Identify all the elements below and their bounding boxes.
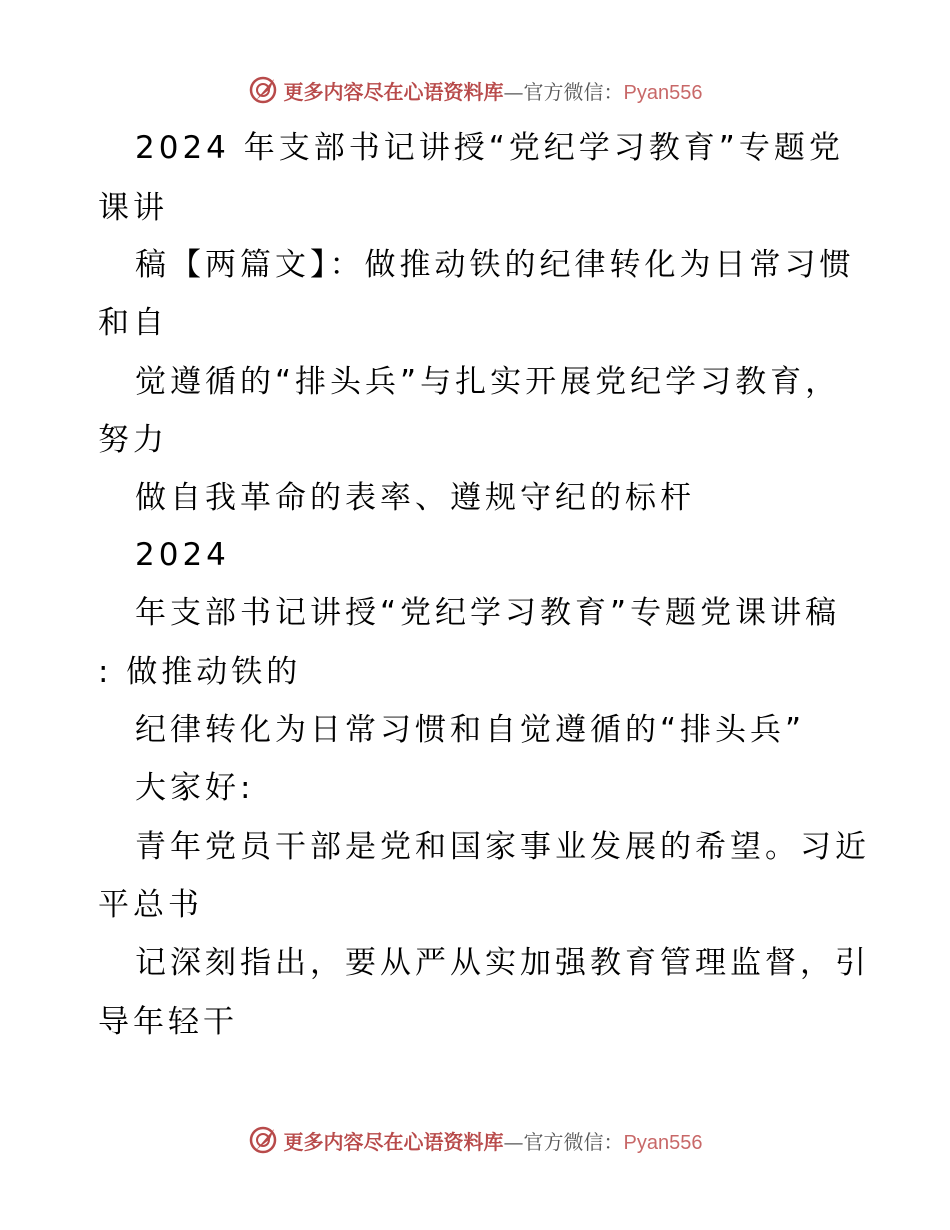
watermark-wechat-id: Pyan556 [623, 81, 703, 104]
doc-line: 大家好: [135, 770, 255, 806]
doc-line: 导年轻干 [98, 1004, 238, 1040]
watermark-wechat-label: 官方微信： [523, 79, 624, 104]
doc-line: 平总书 [98, 887, 203, 923]
doc-line: 青年党员干部是党和国家事业发展的希望。习近 [135, 829, 870, 865]
doc-line: 2024 [135, 537, 230, 573]
footer-watermark [0, 1120, 950, 1160]
doc-line: 和自 [98, 305, 168, 341]
doc-line: 纪律转化为日常习惯和自觉遵循的“排头兵” [135, 712, 806, 748]
doc-line: : 做推动铁的 [98, 654, 302, 690]
doc-line: 稿【两篇文】：做推动铁的纪律转化为日常习惯 [135, 247, 855, 283]
doc-line: 2024 年支部书记讲授“党纪学习教育”专题党 [135, 130, 844, 166]
watermark-dash: — [503, 79, 524, 104]
doc-line: 觉遵循的“排头兵”与扎实开展党纪学习教育， [135, 364, 841, 400]
watermark-dash: — [503, 1129, 524, 1154]
watermark-wechat-id: Pyan556 [623, 1131, 703, 1154]
doc-line: 做自我革命的表率、遵规守纪的标杆 [135, 480, 695, 516]
doc-line: 记深刻指出，要从严从实加强教育管理监督，引 [135, 945, 870, 981]
doc-line: 努力 [98, 422, 168, 458]
quill-logo-icon [248, 1125, 278, 1155]
watermark-site-text: 更多内容尽在心语资料库 [283, 79, 504, 104]
watermark-wechat-label: 官方微信： [523, 1129, 624, 1154]
doc-line: 课讲 [98, 190, 168, 226]
doc-line: 年支部书记讲授“党纪学习教育”专题党课讲稿 [135, 595, 841, 631]
watermark-site-text: 更多内容尽在心语资料库 [283, 1129, 504, 1154]
